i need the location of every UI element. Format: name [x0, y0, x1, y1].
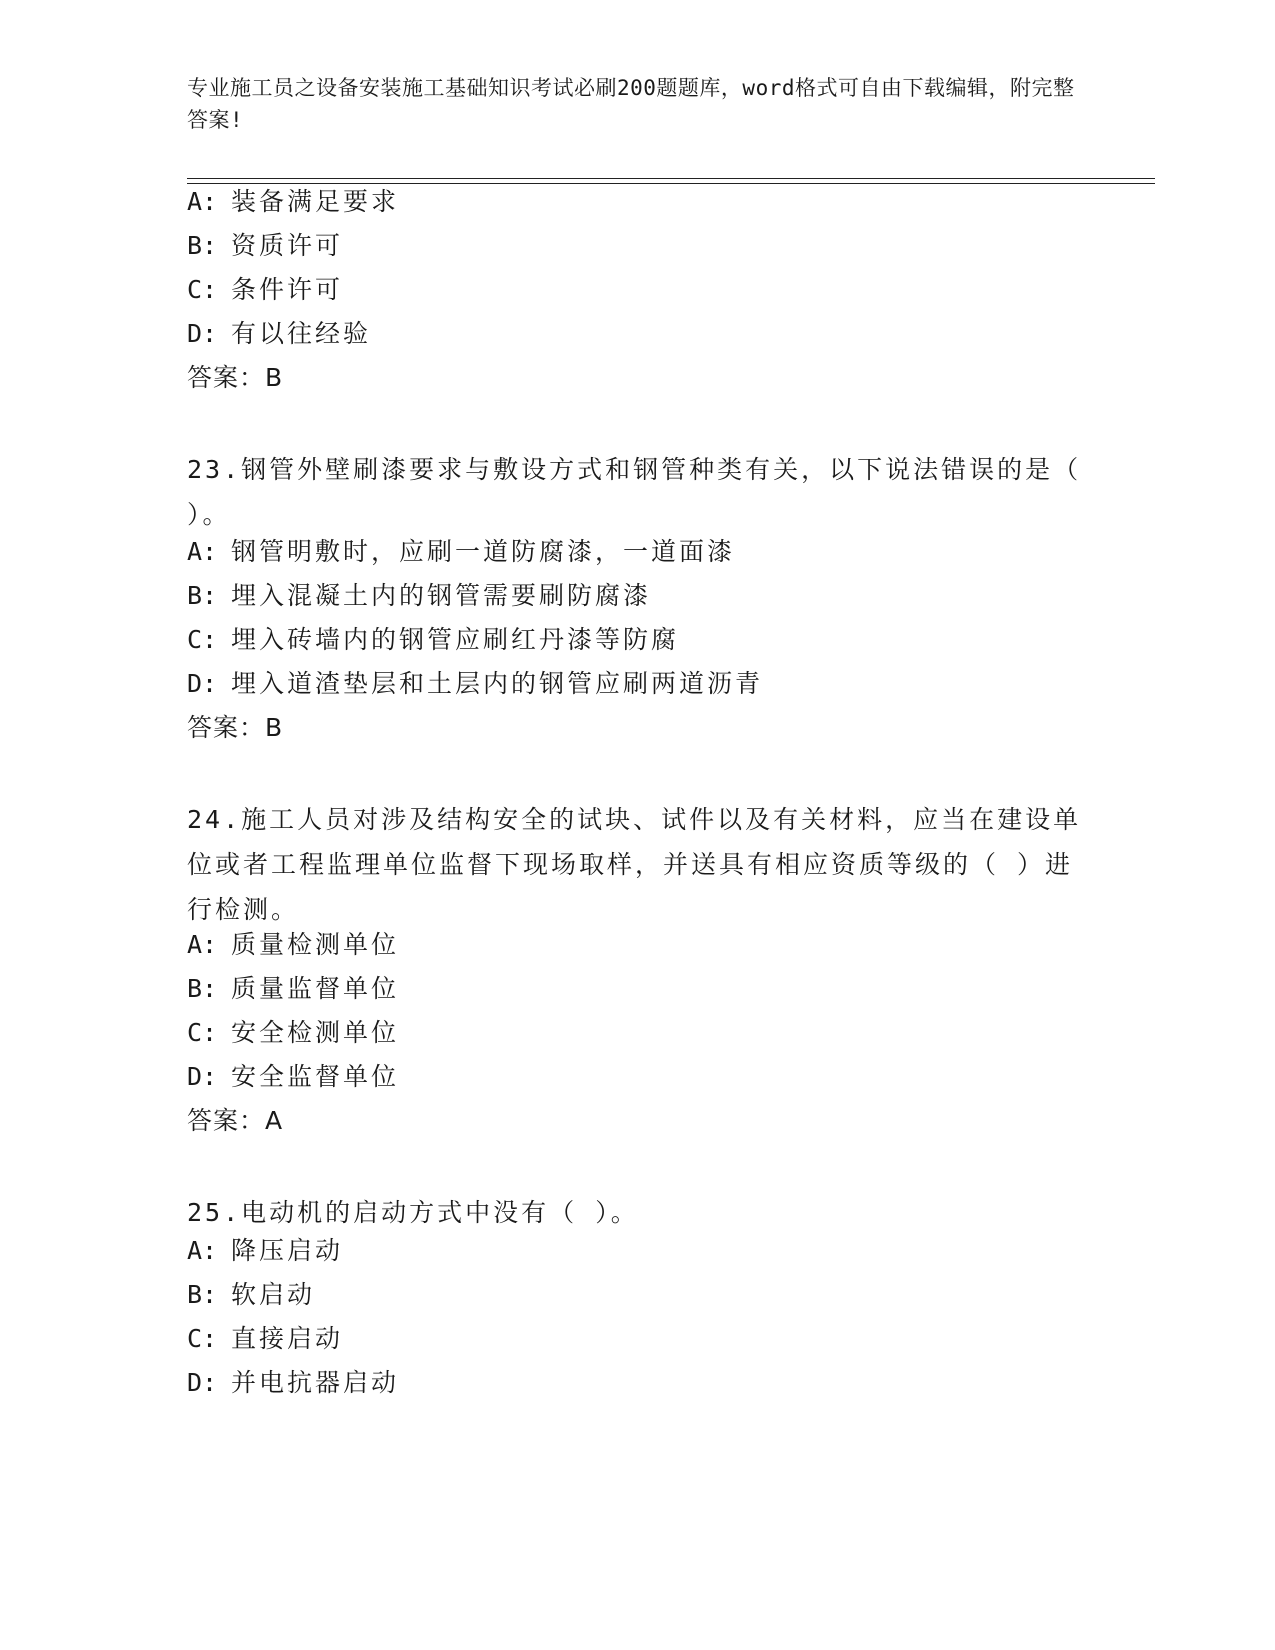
- option-letter: C:: [187, 625, 218, 654]
- q22-option-c: [187, 272, 343, 308]
- option-text: 资质许可: [231, 231, 344, 260]
- q23-stem: 23.钢管外壁刷漆要求与敷设方式和钢管种类有关，以下说法错误的是（ ）。: [187, 455, 1082, 529]
- header-rule-top: [187, 178, 1155, 179]
- q24-option-c: [187, 1015, 399, 1051]
- q22-option-b: [187, 228, 343, 264]
- q23-option-d: [187, 666, 763, 702]
- option-text: 软启动: [231, 1280, 316, 1309]
- option-text: 埋入道渣垫层和土层内的钢管应刷两道沥青: [231, 669, 764, 698]
- option-text: 埋入砖墙内的钢管应刷红丹漆等防腐: [231, 625, 680, 654]
- q25-option-a: [187, 1233, 343, 1269]
- option-letter: B:: [187, 581, 218, 610]
- option-text: 装备满足要求: [231, 187, 400, 216]
- option-text: 直接启动: [231, 1324, 344, 1353]
- q24-option-a: [187, 927, 399, 963]
- document-header: 专业施工员之设备安装施工基础知识考试必刷200题题库，word格式可自由下载编辑，附完整答案!: [187, 76, 1075, 132]
- q23-option-b: [187, 578, 651, 614]
- option-letter: B:: [187, 1280, 218, 1309]
- q24-option-d: [187, 1059, 399, 1095]
- option-letter: B:: [187, 974, 218, 1003]
- option-text: 埋入混凝土内的钢管需要刷防腐漆: [231, 581, 652, 610]
- option-letter: C:: [187, 1018, 218, 1047]
- option-letter: D:: [187, 1062, 218, 1091]
- q23-answer: 答案：B: [187, 713, 284, 742]
- q25-option-d: [187, 1365, 399, 1401]
- option-letter: A:: [187, 537, 218, 566]
- q22-option-d: [187, 316, 371, 352]
- option-text: 条件许可: [231, 275, 344, 304]
- q22-answer: 答案：B: [187, 363, 284, 392]
- option-text: 有以往经验: [231, 319, 372, 348]
- option-letter: D:: [187, 669, 218, 698]
- option-letter: B:: [187, 231, 218, 260]
- option-letter: A:: [187, 187, 218, 216]
- option-letter: C:: [187, 275, 218, 304]
- q22-option-a: [187, 184, 399, 220]
- option-letter: A:: [187, 1236, 218, 1265]
- q24-answer: 答案：A: [187, 1106, 284, 1135]
- option-letter: D:: [187, 319, 218, 348]
- option-text: 降压启动: [231, 1236, 344, 1265]
- option-text: 并电抗器启动: [231, 1368, 400, 1397]
- option-letter: A:: [187, 930, 218, 959]
- option-letter: D:: [187, 1368, 218, 1397]
- option-letter: C:: [187, 1324, 218, 1353]
- q25-stem: 25.电动机的启动方式中没有（ ）。: [187, 1198, 639, 1227]
- option-text: 质量检测单位: [231, 930, 400, 959]
- q24-stem: 24.施工人员对涉及结构安全的试块、试件以及有关材料，应当在建设单位或者工程监理单位监督下现场取样，并送具有相应资质等级的（ ）进行检测。: [187, 805, 1082, 924]
- option-text: 钢管明敷时，应刷一道防腐漆，一道面漆: [231, 537, 736, 566]
- option-text: 安全检测单位: [231, 1018, 400, 1047]
- q25-option-b: [187, 1277, 315, 1313]
- q24-option-b: [187, 971, 399, 1007]
- q25-option-c: [187, 1321, 343, 1357]
- option-text: 安全监督单位: [231, 1062, 400, 1091]
- option-text: 质量监督单位: [231, 974, 400, 1003]
- q23-option-c: [187, 622, 679, 658]
- q23-option-a: [187, 534, 735, 570]
